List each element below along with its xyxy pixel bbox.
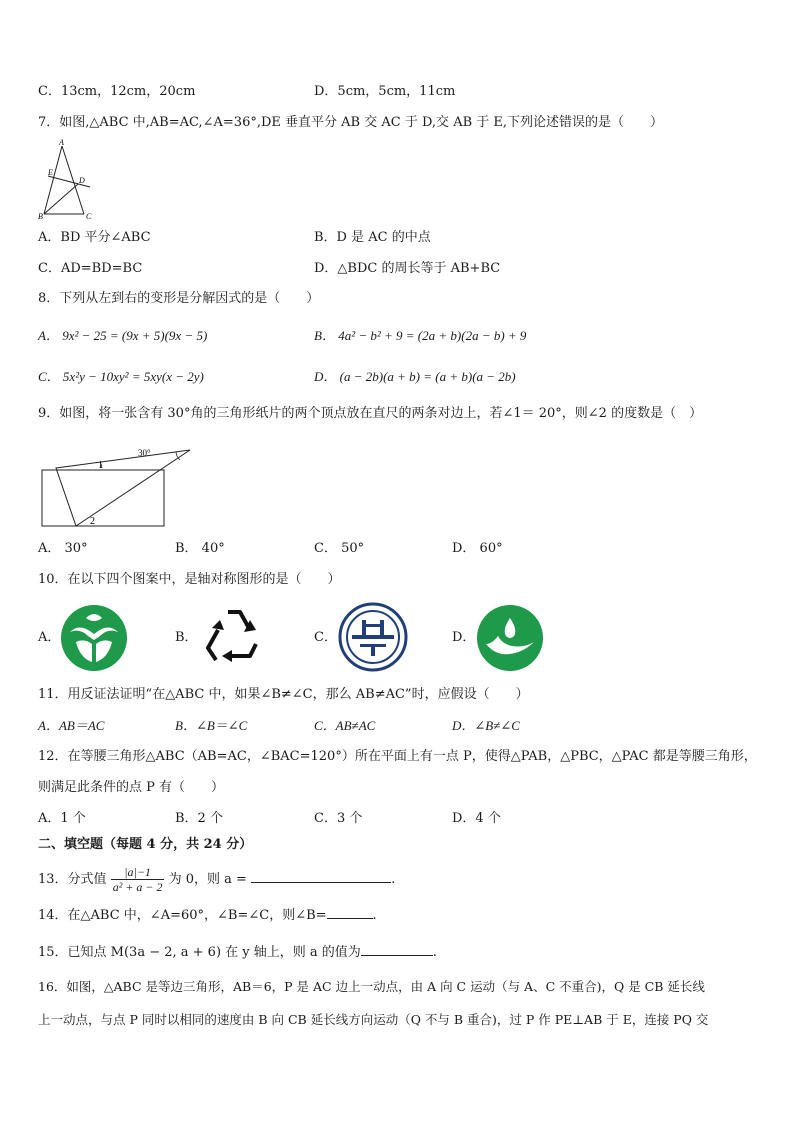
- q13-period: .: [391, 872, 396, 887]
- q12-option-a: A．1 个: [38, 811, 86, 826]
- recycle-symbol-icon: [198, 604, 266, 672]
- q15-line: [38, 941, 437, 962]
- q12-stem-line2: 则满足此条件的点 P 有（ ）: [38, 780, 225, 795]
- q6-option-c: C．13cm，12cm，20cm: [38, 84, 196, 99]
- q14-line: [38, 904, 377, 925]
- q7-option-b: B．D 是 AC 的中点: [314, 230, 431, 245]
- q10-option-c-label: C．: [314, 630, 337, 645]
- q8-option-c: C． 5x²y − 10xy² = 5xy(x − 2y): [38, 369, 204, 384]
- q16-line2: 上一动点，与点 P 同时以相同的速度由 B 向 CB 延长线方向运动（Q 不与 B 重合)，过 P 作 PE⊥AB 于 E，连接 PQ 交: [38, 1012, 709, 1027]
- q9-option-c: C． 50°: [314, 541, 365, 556]
- q10-stem: 10．在以下四个图案中，是轴对称图形的是（ ）: [38, 572, 341, 587]
- water-drop-logo-icon: [476, 604, 544, 672]
- q10-option-a-label: A．: [38, 630, 61, 645]
- q9-option-d: D． 60°: [452, 541, 503, 556]
- q10-option-b-label: B．: [175, 630, 198, 645]
- q8-option-d: D． (a − 2b)(a + b) = (a + b)(a − 2b): [314, 369, 516, 384]
- q9-option-a: A． 30°: [38, 541, 88, 556]
- q13-line: [38, 862, 395, 898]
- q7-label-b: B: [38, 212, 43, 221]
- q10-option-d-label: D．: [452, 630, 476, 645]
- q12-option-b: B．2 个: [175, 811, 223, 826]
- q11-option-c: C．AB≠AC: [314, 718, 376, 733]
- q13-answer-blank[interactable]: [251, 868, 391, 883]
- q7-label-e: E: [48, 168, 53, 177]
- q12-option-c: C．3 个: [314, 811, 363, 826]
- q9-ruler-triangle-figure: [40, 440, 200, 532]
- q7-option-c: C．AD=BD=BC: [38, 261, 143, 276]
- q14-answer-blank[interactable]: [327, 904, 373, 919]
- q7-stem: 7．如图,△ABC 中,AB=AC,∠A=36°,DE 垂直平分 AB 交 AC 于 D,交 AB 于 E,下列论述错误的是（ ）: [38, 115, 664, 130]
- section-fill-in-blank-heading: 二、填空题（每题 4 分，共 24 分）: [38, 837, 253, 852]
- q16-line1: 16．如图，△ABC 是等边三角形，AB＝6，P 是 AC 边上一动点，由 A 向 C 运动（与 A、C 不重合)，Q 是 CB 延长线: [38, 979, 705, 994]
- q13-numerator: |a|−1: [111, 865, 165, 880]
- q9-angle1-label: 1: [98, 460, 103, 471]
- q8-option-b: B． 4a² − b² + 9 = (2a + b)(2a − b) + 9: [314, 328, 527, 343]
- q12-stem-line1: 12．在等腰三角形△ABC（AB=AC，∠BAC=120°）所在平面上有一点 P，使得△PAB，△PBC，△PAC 都是等腰三角形，: [38, 749, 757, 764]
- q13-denominator: a² + a − 2: [112, 880, 163, 894]
- circular-emblem-icon: [338, 602, 408, 672]
- q7-label-a: A: [59, 138, 64, 147]
- q7-option-a: A．BD 平分∠ABC: [38, 230, 151, 245]
- q7-label-d: D: [79, 176, 85, 185]
- q6-option-d: D．5cm，5cm，11cm: [314, 84, 456, 99]
- q7-option-d: D．△BDC 的周长等于 AB+BC: [314, 261, 501, 276]
- q11-option-d: D．∠B≠∠C: [452, 718, 520, 733]
- q15-answer-blank[interactable]: [361, 941, 433, 956]
- q11-option-a: A．AB＝AC: [38, 718, 105, 733]
- q15-text: 15．已知点 M(3a − 2, a + 6) 在 y 轴上，则 a 的值为: [38, 945, 361, 960]
- q13-suffix: 为 0，则 a =: [168, 872, 247, 887]
- q8-option-a: A． 9x² − 25 = (9x + 5)(9x − 5): [38, 328, 208, 343]
- q14-text: 14．在△ABC 中，∠A=60°，∠B=∠C，则∠B=: [38, 908, 327, 923]
- q13-fraction: [111, 865, 165, 894]
- q12-option-d: D．4 个: [452, 811, 501, 826]
- q14-period: .: [372, 908, 377, 923]
- q11-option-b: B．∠B＝∠C: [175, 718, 248, 733]
- q9-angle2-label: 2: [90, 516, 95, 527]
- q8-stem: 8．下列从左到右的变形是分解因式的是（ ）: [38, 291, 320, 306]
- q15-period: .: [432, 945, 437, 960]
- q7-triangle-figure: [38, 140, 98, 222]
- q9-option-b: B． 40°: [175, 541, 225, 556]
- q7-label-c: C: [86, 212, 92, 221]
- green-leaf-logo-icon: [60, 604, 128, 672]
- q11-stem: 11．用反证法证明“在△ABC 中，如果∠B≠∠C，那么 AB≠AC”时，应假设（ ）: [38, 687, 529, 702]
- q9-stem: 9．如图，将一张含有 30°角的三角形纸片的两个顶点放在直尺的两条对边上，若∠1＝ 20°，则∠2 的度数是（ ）: [38, 406, 703, 421]
- q13-prefix: 13．分式值: [38, 872, 107, 887]
- q9-angle30-label: 30°: [138, 448, 151, 458]
